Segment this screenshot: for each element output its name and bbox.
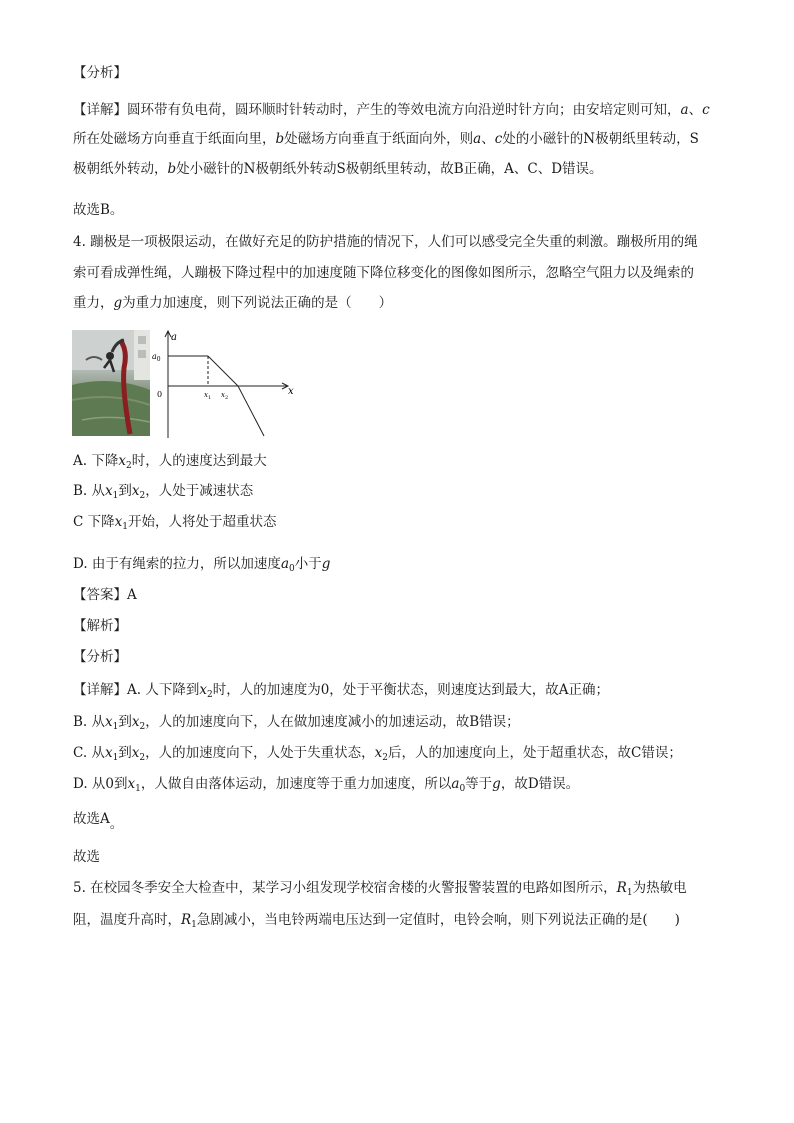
conclusion-3: 故选 bbox=[73, 849, 100, 865]
q4-option-a: A. 下降$x_2$时，人的速度达到最大 bbox=[73, 453, 267, 471]
conclusion-1: 故选B。 bbox=[73, 202, 124, 218]
explanation-heading: 【解析】 bbox=[73, 618, 127, 634]
x1-tick-label: $x_1$ bbox=[204, 391, 212, 401]
detail-c: C. 从$x_1$到$x_2$，人的加速度向下，人处于失重状态，$x_2$后，人的加速度向上，处于超重状态，故C错误； bbox=[73, 745, 682, 763]
x-axis-label: x bbox=[288, 386, 294, 397]
q4-option-b: B. 从$x_1$到$x_2$，人处于减速状态 bbox=[73, 483, 254, 501]
detail-a: 【详解】A. 人下降到$x_2$时，人的加速度为0，处于平衡状态，则速度达到最大，故A正确； bbox=[73, 682, 610, 700]
analysis-heading: 【分析】 bbox=[73, 65, 127, 81]
analysis-heading-2: 【分析】 bbox=[73, 649, 127, 665]
a0-label: $a_0$ bbox=[152, 352, 161, 363]
q4-option-c: C 下降$x_1$开始，人将处于超重状态 bbox=[73, 514, 277, 532]
detail-d: D. 从0到$x_1$，人做自由落体运动，加速度等于重力加速度，所以$a_0$等于g，故D错误。 bbox=[73, 776, 580, 794]
origin-label: 0 bbox=[157, 390, 163, 399]
q4-stem-line-1: 4. 蹦极是一项极限运动，在做好充足的防护措施的情况下，人们可以感受完全失重的刺激。蹦极所用的绳 bbox=[73, 234, 698, 250]
acceleration-displacement-graph bbox=[152, 328, 302, 440]
y-axis-label: a bbox=[171, 332, 177, 343]
bungee-photo bbox=[72, 330, 150, 436]
answer-heading: 【答案】A bbox=[73, 587, 137, 603]
q4-stem-line-2: 索可看成弹性绳，人蹦极下降过程中的加速度随下降位移变化的图像如图所示，忽略空气阻力以及绳索的 bbox=[73, 265, 694, 281]
detail-b: B. 从$x_1$到$x_2$，人的加速度向下，人在做加速度减小的加速运动，故B错误； bbox=[73, 714, 520, 732]
q4-option-d: D. 由于有绳索的拉力，所以加速度$a_0$小于g bbox=[73, 556, 331, 574]
x2-tick-label: $x_2$ bbox=[221, 391, 229, 401]
q4-stem-line-3: 重力，g为重力加速度，则下列说法正确的是（ ） bbox=[73, 295, 393, 311]
detail-line-1: 【详解】圆环带有负电荷，圆环顺时针转动时，产生的等效电流方向沿逆时针方向；由安培定则可知，a、c bbox=[73, 102, 710, 118]
q5-stem-line-1: 5. 在校园冬季安全大检查中，某学习小组发现学校宿舍楼的火警报警装置的电路如图所示，$R_1$为热敏电 bbox=[73, 880, 687, 898]
detail-line-2: 所在处磁场方向垂直于纸面向里，b处磁场方向垂直于纸面向外，则a、c处的小磁针的N极朝纸里转动，S bbox=[73, 131, 699, 147]
conclusion-2: 故选A。 bbox=[73, 811, 124, 832]
q4-figure bbox=[72, 328, 302, 440]
q5-stem-line-2: 阻，温度升高时，$R_1$急剧减小，当电铃两端电压达到一定值时，电铃会响，则下列说法正确的是( ) bbox=[73, 912, 680, 930]
detail-line-3: 极朝纸外转动，b处小磁针的N极朝纸外转动S极朝纸里转动，故B正确，A、C、D错误。 bbox=[73, 161, 603, 177]
